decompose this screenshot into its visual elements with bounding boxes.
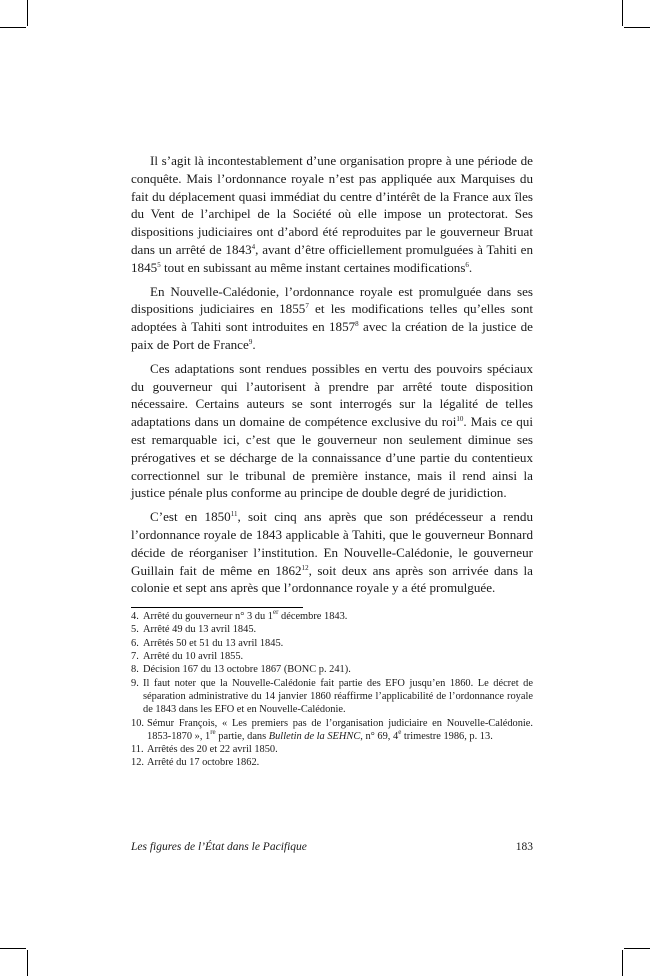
footnote: [131, 756, 533, 769]
footnote-number: 8.: [131, 664, 139, 676]
note-call: 8: [355, 320, 359, 329]
footnote-number: 11.: [131, 744, 144, 756]
text-run: trimestre 1986, p. 13.: [401, 730, 493, 742]
text-run: Arrêté du 10 avril 1855.: [143, 651, 244, 663]
crop-mark: [624, 948, 650, 949]
text-run: . Mais ce qui est remarquable ici, c’est que le gouverneur non seulement diminue ses prérogatives et se décharge de la connaissance d’une partie du contentieux correctionnel sur le tribunal de première instance, mais il rend ainsi la justice pénale plus conforme au principe de double degré de juridiction.: [131, 414, 533, 501]
crop-mark: [622, 950, 623, 976]
footnote: [131, 677, 533, 717]
footnote: [131, 743, 533, 756]
text-run: , n° 69, 4: [360, 730, 399, 742]
body-text: [131, 152, 533, 597]
crop-mark: [0, 948, 26, 949]
paragraph: [131, 360, 533, 502]
note-call: 11: [230, 510, 238, 519]
text-run: En Nouvelle-Calédonie, l’ordonnance royale est promulguée dans ses dispositions judiciaires en 1855: [131, 283, 533, 317]
note-call: 10: [456, 415, 464, 424]
note-call: 6: [465, 260, 469, 269]
crop-mark: [622, 0, 623, 26]
page-body: [131, 152, 533, 770]
note-call: 9: [248, 337, 253, 346]
crop-mark: [624, 27, 650, 28]
text-run: Arrêtés des 20 et 22 avril 1850.: [147, 744, 278, 756]
paragraph: [131, 283, 533, 354]
note-call: 7: [305, 302, 309, 311]
crop-mark: [0, 27, 26, 28]
note-call: e: [398, 727, 402, 736]
note-call: er: [272, 608, 279, 617]
text-run: avec la création de la justice de paix de Port de France: [131, 319, 533, 352]
footnotes: [131, 610, 533, 770]
footnote: [131, 623, 533, 636]
text-run: tout en subissant au même instant certaines modifications: [160, 259, 466, 275]
crop-mark: [27, 950, 28, 976]
text-run: Il faut noter que la Nouvelle-Calédonie fait partie des EFO jusqu’en 1860. Le décret de séparation administrative du 14 janvier 1860 réaffirme l’applicabilité de l’ordonnance royale de 1843 dans les EFO et en Nouvelle-Calédonie.: [143, 677, 533, 716]
text-run: C’est en 1850: [150, 509, 231, 525]
text-run: .: [252, 336, 256, 352]
footnote: [131, 610, 533, 623]
italic-text: Bulletin de la SEHNC: [268, 730, 361, 742]
footnote-number: 4.: [131, 611, 139, 623]
text-run: Sémur François, « Les premiers pas de l’organisation judiciaire en Nouvelle-Calédonie. 1853-1870 », 1: [147, 717, 533, 742]
note-call: 5: [157, 260, 161, 269]
text-run: et les modifications telles qu’elles sont adoptées à Tahiti sont introduites en 1857: [131, 301, 534, 335]
text-run: décembre 1843.: [278, 611, 348, 623]
note-call: re: [210, 727, 216, 736]
text-run: .: [468, 259, 473, 275]
footnote-number: 7.: [131, 651, 139, 663]
text-run: , soit deux ans après son arrivée dans la colonie et sept ans après que l’ordonnance royale y a été promulguée.: [131, 562, 533, 596]
note-call: 4: [251, 242, 256, 251]
footnote: [131, 663, 533, 676]
text-run: , avant d’être officiellement promulguées à Tahiti en 1845: [131, 241, 533, 275]
page-number: 183: [515, 841, 533, 853]
text-run: Arrêté 49 du 13 avril 1845.: [143, 624, 257, 636]
footnote-number: 5.: [131, 624, 139, 636]
running-title: Les figures de l’État dans le Pacifique: [131, 841, 307, 853]
footnote: [131, 717, 533, 744]
text-run: Arrêté du gouverneur n° 3 du 1: [143, 611, 273, 623]
footnote: [131, 650, 533, 663]
footnote-number: 10.: [131, 717, 144, 729]
text-run: Ces adaptations sont rendues possibles en vertu des pouvoirs spéciaux du gouverneur qui l’autorisent à prendre par arrêté toute disposition nécessaire. Certains auteurs se sont interrogés sur la légalité de telles adaptations dans un domaine de compétence exclusive du roi: [131, 360, 533, 430]
footnote-number: 12.: [131, 757, 144, 769]
paragraph: [131, 508, 533, 597]
text-run: Il s’agit là incontestablement d’une organisation propre à une période de conquête. Mais l’ordonnance royale n’est pas appliquée aux Marquises du fait du déplacement quasi immédiat du centre d’intérêt de la France aux îles du Vent de l’archipel de la Société où elle impose un protectorat. Ses dispositions judiciaires ont d’abord été reproduites par le gouverneur Bruat dans un arrêté de 1843: [131, 153, 533, 257]
footnote: [131, 637, 533, 650]
text-run: , soit cinq ans après que son prédécesseur a rendu l’ordonnance royale de 1843 applicable à Tahiti, que le gouverneur Bonnard décide de réorganiser l’institution. En Nouvelle-Calédonie, le gouverneur Guillain fait de même en 1862: [131, 509, 533, 578]
paragraph: [131, 152, 533, 277]
page-footer: [131, 841, 533, 853]
note-call: 12: [301, 563, 309, 572]
text-run: Décision 167 du 13 octobre 1867 (BONC p. 241).: [143, 664, 351, 676]
text-run: Arrêtés 50 et 51 du 13 avril 1845.: [143, 637, 284, 649]
footnote-number: 9.: [131, 677, 139, 689]
text-run: Arrêté du 17 octobre 1862.: [147, 757, 260, 769]
text-run: partie, dans: [215, 730, 269, 742]
footnote-number: 6.: [131, 637, 139, 649]
crop-mark: [27, 0, 28, 26]
